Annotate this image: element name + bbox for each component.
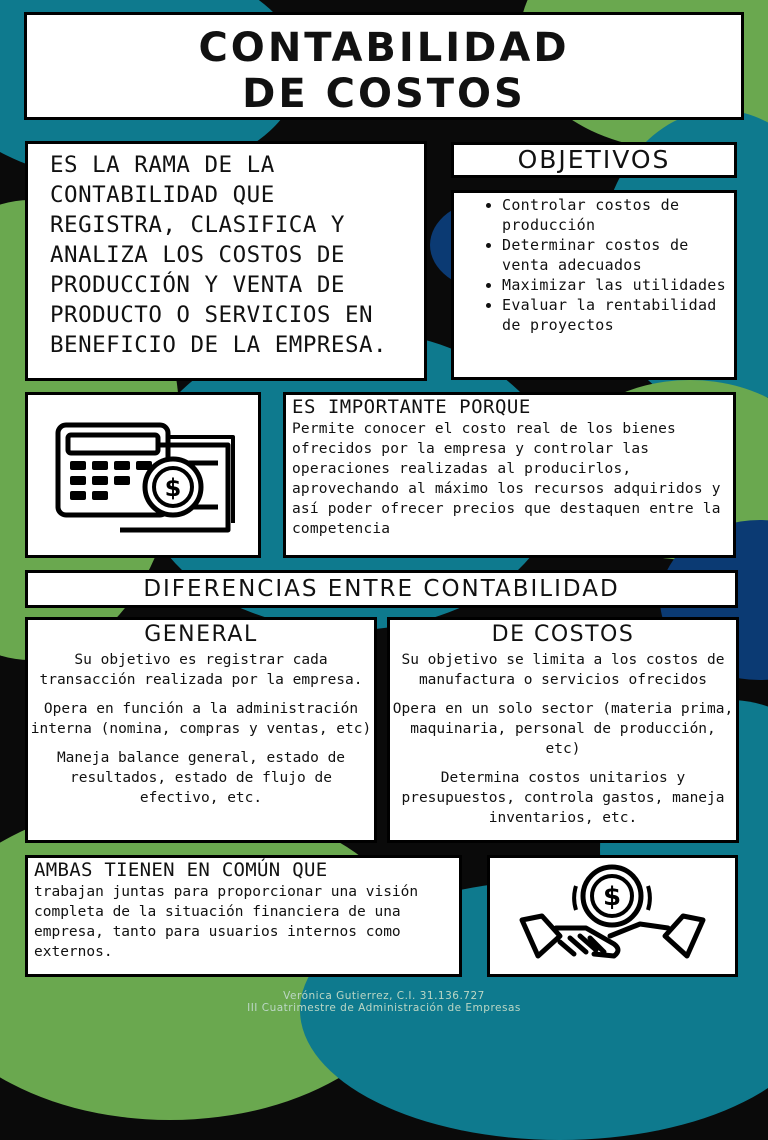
handshake-dollar-icon [490, 858, 735, 974]
list-item: Su objetivo se limita a los costos de manufactura o servicios ofrecidos [401, 652, 725, 688]
title-card [24, 12, 744, 120]
objectives-list [474, 195, 726, 335]
list-item: • Maximizar las utilidades [502, 275, 726, 295]
svg-text:$: $ [602, 882, 622, 912]
list-item: Opera en un solo sector (materia prima, maquinaria, personal de producción, etc) [392, 701, 734, 757]
footer-author: Verónica Gutierrez, C.I. 31.136.727 [283, 990, 485, 1002]
svg-text:$: $ [164, 474, 182, 502]
importance-heading: ES IMPORTANTE PORQUE [292, 396, 531, 418]
objectives-list-card [451, 190, 737, 380]
calculator-invoice-dollar-icon [28, 395, 258, 555]
list-item: • Evaluar la rentabilidad de proyectos [502, 295, 726, 335]
definition-text: ES LA RAMA DE LA CONTABILIDAD QUE REGISTRA, CLASIFICA Y ANALIZA LOS COSTOS DE PRODUCCIÓN Y VENTA DE PRODUCTO O SERVICIOS EN BENEFICIO DE LA EMPRESA. [50, 152, 388, 358]
common-body: trabajan juntas para proporcionar una visión completa de la situación financiera de una empresa, tanto para usuarios internos como externos. [34, 884, 419, 960]
importance-body: Permite conocer el costo real de los bienes ofrecidos por la empresa y controlar las operaciones realizadas al producirlos, aprovechando al máximo los recursos adquiridos y así poder ofrecer precios que destaquen entre la competencia [292, 421, 721, 537]
title-line-2: DE COSTOS [242, 71, 526, 117]
general-heading: GENERAL [144, 622, 258, 647]
footer-course: III Cuatrimestre de Administración de Empresas [247, 1002, 521, 1014]
objectives-heading: OBJETIVOS [451, 142, 737, 178]
costs-heading: DE COSTOS [491, 622, 635, 647]
common-heading: AMBAS TIENEN EN COMÚN QUE [34, 859, 328, 881]
list-item: Maneja balance general, estado de resultados, estado de flujo de efectivo, etc. [56, 750, 346, 806]
list-item: • Controlar costos de producción [502, 195, 726, 235]
importance-card [283, 392, 736, 558]
calculator-icon-card [25, 392, 261, 558]
general-column-card [25, 617, 377, 843]
costs-column-card [387, 617, 739, 843]
title-line-1: CONTABILIDAD [198, 25, 570, 71]
list-item: Opera en función a la administración interna (nomina, compras y ventas, etc) [30, 701, 372, 737]
common-card [25, 855, 462, 977]
list-item: • Determinar costos de venta adecuados [502, 235, 726, 275]
list-item: Su objetivo es registrar cada transacción realizada por la empresa. [39, 652, 363, 688]
list-item: Determina costos unitarios y presupuestos, controla gastos, maneja inventarios, etc. [401, 770, 725, 826]
handshake-icon-card [487, 855, 738, 977]
differences-heading: DIFERENCIAS ENTRE CONTABILIDAD [25, 570, 738, 608]
definition-card [25, 141, 427, 381]
